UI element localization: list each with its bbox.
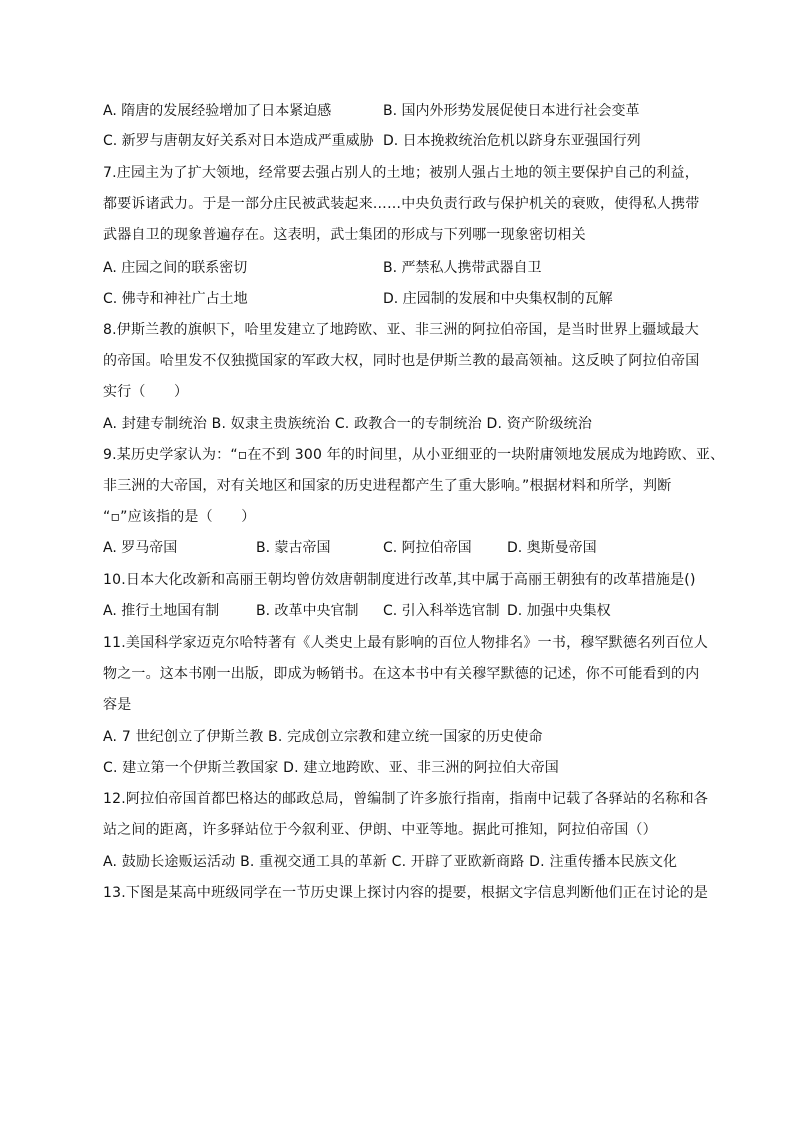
q10-option-a: A. 推行土地国有制 bbox=[103, 603, 220, 619]
q12-options: A. 鼓励长途贩运活动 B. 重视交通工具的革新 C. 开辟了亚欧新商路 D. 注重传播本民族文化 bbox=[103, 854, 678, 870]
q9-option-b: B. 蒙古帝国 bbox=[256, 540, 331, 556]
q6-option-a: A. 隋唐的发展经验增加了日本紧迫感 bbox=[103, 103, 332, 119]
q12-stem-line: 12.阿拉伯帝国首都巴格达的邮政总局，曾编制了许多旅行指南，指南中记载了各驿站的名称和各 bbox=[103, 791, 709, 807]
q9-option-d: D. 奥斯曼帝国 bbox=[507, 540, 597, 556]
q7-stem-line: 武器自卫的现象普遍存在。这表明，武士集团的形成与下列哪一现象密切相关 bbox=[103, 227, 586, 243]
q11-stem-line: 容是 bbox=[103, 697, 132, 713]
q11-options: A. 7 世纪创立了伊斯兰教 B. 完成创立宗教和建立统一国家的历史使命 bbox=[103, 729, 543, 745]
q10-option-b: B. 改革中央官制 bbox=[256, 603, 359, 619]
q9-option-a: A. 罗马帝国 bbox=[103, 540, 178, 556]
q7-option-a: A. 庄园之间的联系密切 bbox=[103, 260, 248, 276]
q9-stem-line: “▫”应该指的是（ ） bbox=[103, 509, 256, 525]
q9-stem-line: 非三洲的大帝国，对有关地区和国家的历史进程都产生了重大影响。”根据材料和所学，判断 bbox=[103, 478, 672, 494]
q7-option-d: D. 庄园制的发展和中央集权制的瓦解 bbox=[383, 291, 613, 307]
q6-option-d: D. 日本挽救统治危机以跻身东亚强国行列 bbox=[383, 133, 641, 149]
q10-option-d: D. 加强中央集权 bbox=[507, 603, 611, 619]
q9-stem-line: 9.某历史学家认为：“▫在不到 300 年的时间里，从小亚细亚的一块附庸领地发展成为地跨欧、亚、 bbox=[103, 447, 725, 463]
q8-stem-line: 实行（ ） bbox=[103, 384, 189, 400]
q7-option-c: C. 佛寺和神社广占土地 bbox=[103, 291, 248, 307]
q8-stem-line: 的帝国。哈里发不仅独揽国家的军政大权，同时也是伊斯兰教的最高领袖。这反映了阿拉伯帝国 bbox=[103, 353, 700, 369]
q8-options: A. 封建专制统治 B. 奴隶主贵族统治 C. 政教合一的专制统治 D. 资产阶级统治 bbox=[103, 416, 593, 432]
q7-option-b: B. 严禁私人携带武器自卫 bbox=[383, 260, 542, 276]
q13-stem-line: 13.下图是某高中班级同学在一节历史课上探讨内容的提要，根据文字信息判断他们正在讨论的是 bbox=[103, 885, 709, 901]
q7-stem-line: 7.庄园主为了扩大领地，经常要去强占别人的土地；被别人强占土地的领主要保护自己的利益， bbox=[103, 165, 699, 181]
q6-option-c: C. 新罗与唐朝友好关系对日本造成严重威胁 bbox=[103, 133, 374, 149]
q10-stem-line: 10.日本大化改新和高丽王朝均曾仿效唐朝制度进行改革,其中属于高丽王朝独有的改革措施是() bbox=[103, 572, 696, 588]
q7-stem-line: 都要诉诸武力。于是一部分庄民被武装起来……中央负责行政与保护机关的衰败，使得私人携带 bbox=[103, 196, 700, 212]
q8-stem-line: 8.伊斯兰教的旗帜下，哈里发建立了地跨欧、亚、非三洲的阿拉伯帝国，是当时世界上疆域最大 bbox=[103, 322, 699, 338]
q11-stem-line: 物之一。这本书刚一出版，即成为畅销书。在这本书中有关穆罕默德的记述，你不可能看到的内 bbox=[103, 666, 700, 682]
q10-option-c: C. 引入科举选官制 bbox=[383, 603, 500, 619]
q6-option-b: B. 国内外形势发展促使日本进行社会变革 bbox=[383, 103, 640, 119]
q12-stem-line: 站之间的距离，许多驿站位于今叙利亚、伊朗、中亚等地。据此可推知，阿拉伯帝国（） bbox=[103, 822, 657, 838]
q9-option-c: C. 阿拉伯帝国 bbox=[383, 540, 472, 556]
q11-stem-line: 11.美国科学家迈克尔哈特著有《人类史上最有影响的百位人物排名》一书，穆罕默德名列百位人 bbox=[103, 635, 709, 651]
q11-options: C. 建立第一个伊斯兰教国家 D. 建立地跨欧、亚、非三洲的阿拉伯大帝国 bbox=[103, 760, 560, 776]
